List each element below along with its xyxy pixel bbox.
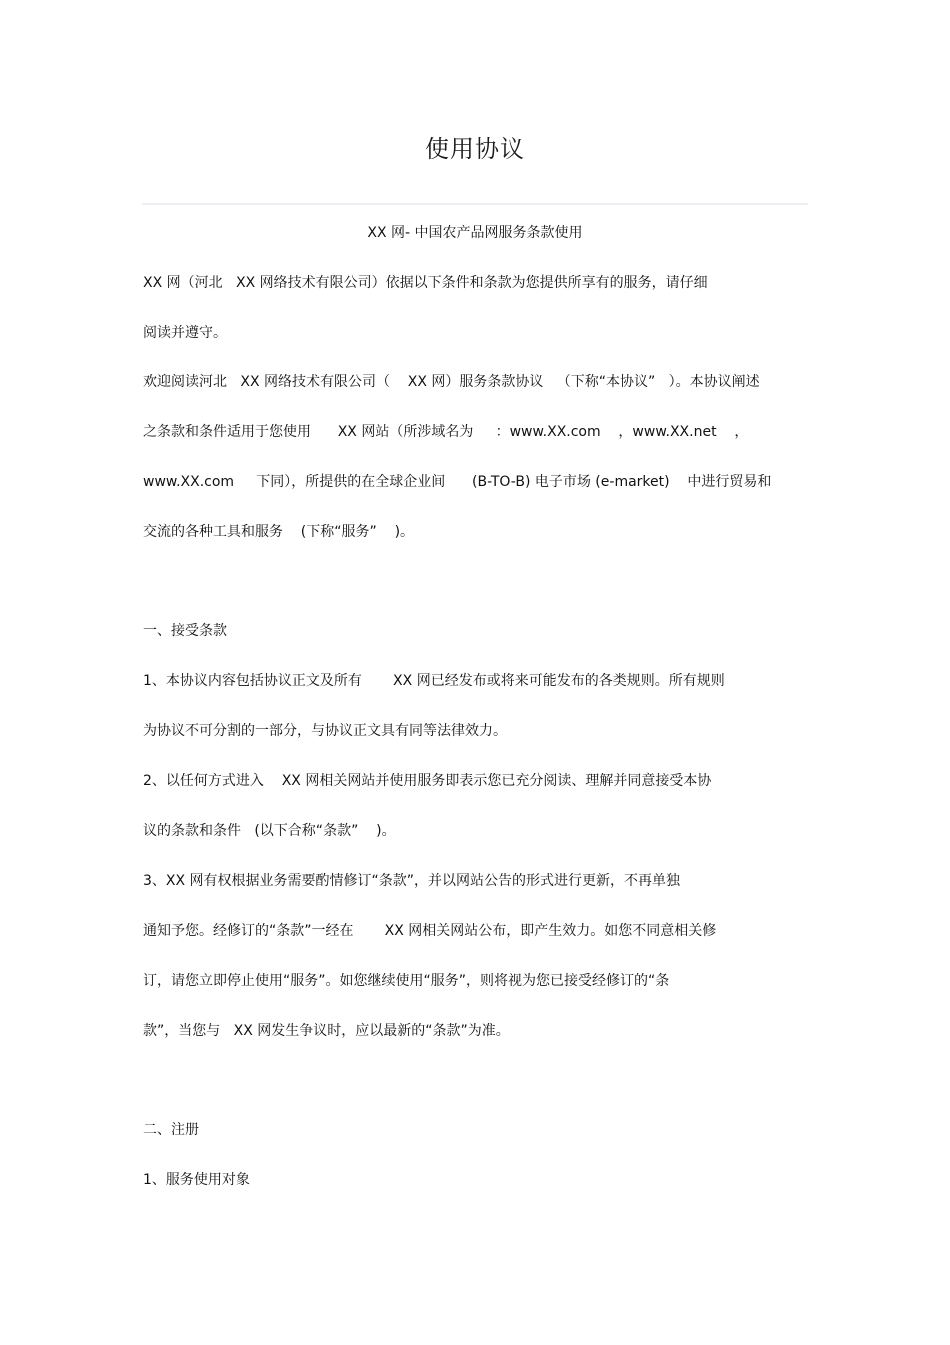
paragraph-line: 之条款和条件适用于您使用 XX 网站（所涉域名为 ：www.XX.com ，www.XX.net ， [143, 424, 749, 440]
paragraph-line: 欢迎阅读河北 XX 网络技术有限公司（ XX 网）服务条款协议 （下称“本协议” ）。本协议阐述 [143, 374, 760, 390]
section-heading: 二、注册 [143, 1122, 199, 1138]
paragraph-line: 阅读并遵守。 [143, 325, 227, 341]
paragraph-line: 订，请您立即停止使用“服务”。如您继续使用“服务”，则将视为您已接受经修订的“条 [143, 973, 670, 989]
paragraph-line: 为协议不可分割的一部分，与协议正文具有同等法律效力。 [143, 723, 507, 739]
paragraph-line: www.XX.com 下同），所提供的在全球企业间 (B-TO-B) 电子市场 (e-market) 中进行贸易和 [143, 474, 772, 490]
paragraph-line: 3、XX 网有权根据业务需要酌情修订“条款”，并以网站公告的形式进行更新，不再单独 [143, 873, 681, 889]
document-title: 使用协议 [425, 135, 525, 163]
paragraph-line: 交流的各种工具和服务 (下称“服务” )。 [143, 524, 415, 540]
paragraph-line: 1、服务使用对象 [143, 1172, 250, 1188]
paragraph-line: 1、本协议内容包括协议正文及所有 XX 网已经发布或将来可能发布的各类规则。所有规则 [143, 673, 725, 689]
document-subtitle: XX 网- 中国农产品网服务条款使用 [367, 225, 583, 241]
paragraph-line: 2、以任何方式进入 XX 网相关网站并使用服务即表示您已充分阅读、理解并同意接受本协 [143, 773, 712, 789]
paragraph-line: 款”，当您与 XX 网发生争议时，应以最新的“条款”为准。 [143, 1023, 510, 1039]
paragraph-line: 议的条款和条件 (以下合称“条款” )。 [143, 823, 396, 839]
section-heading: 一、接受条款 [143, 623, 227, 639]
title-divider [142, 203, 808, 205]
paragraph-line: 通知予您。经修订的“条款”一经在 XX 网相关网站公布，即产生效力。如您不同意相关修 [143, 923, 717, 939]
paragraph-line: XX 网（河北 XX 网络技术有限公司）依据以下条件和条款为您提供所享有的服务，请仔细 [143, 275, 708, 291]
